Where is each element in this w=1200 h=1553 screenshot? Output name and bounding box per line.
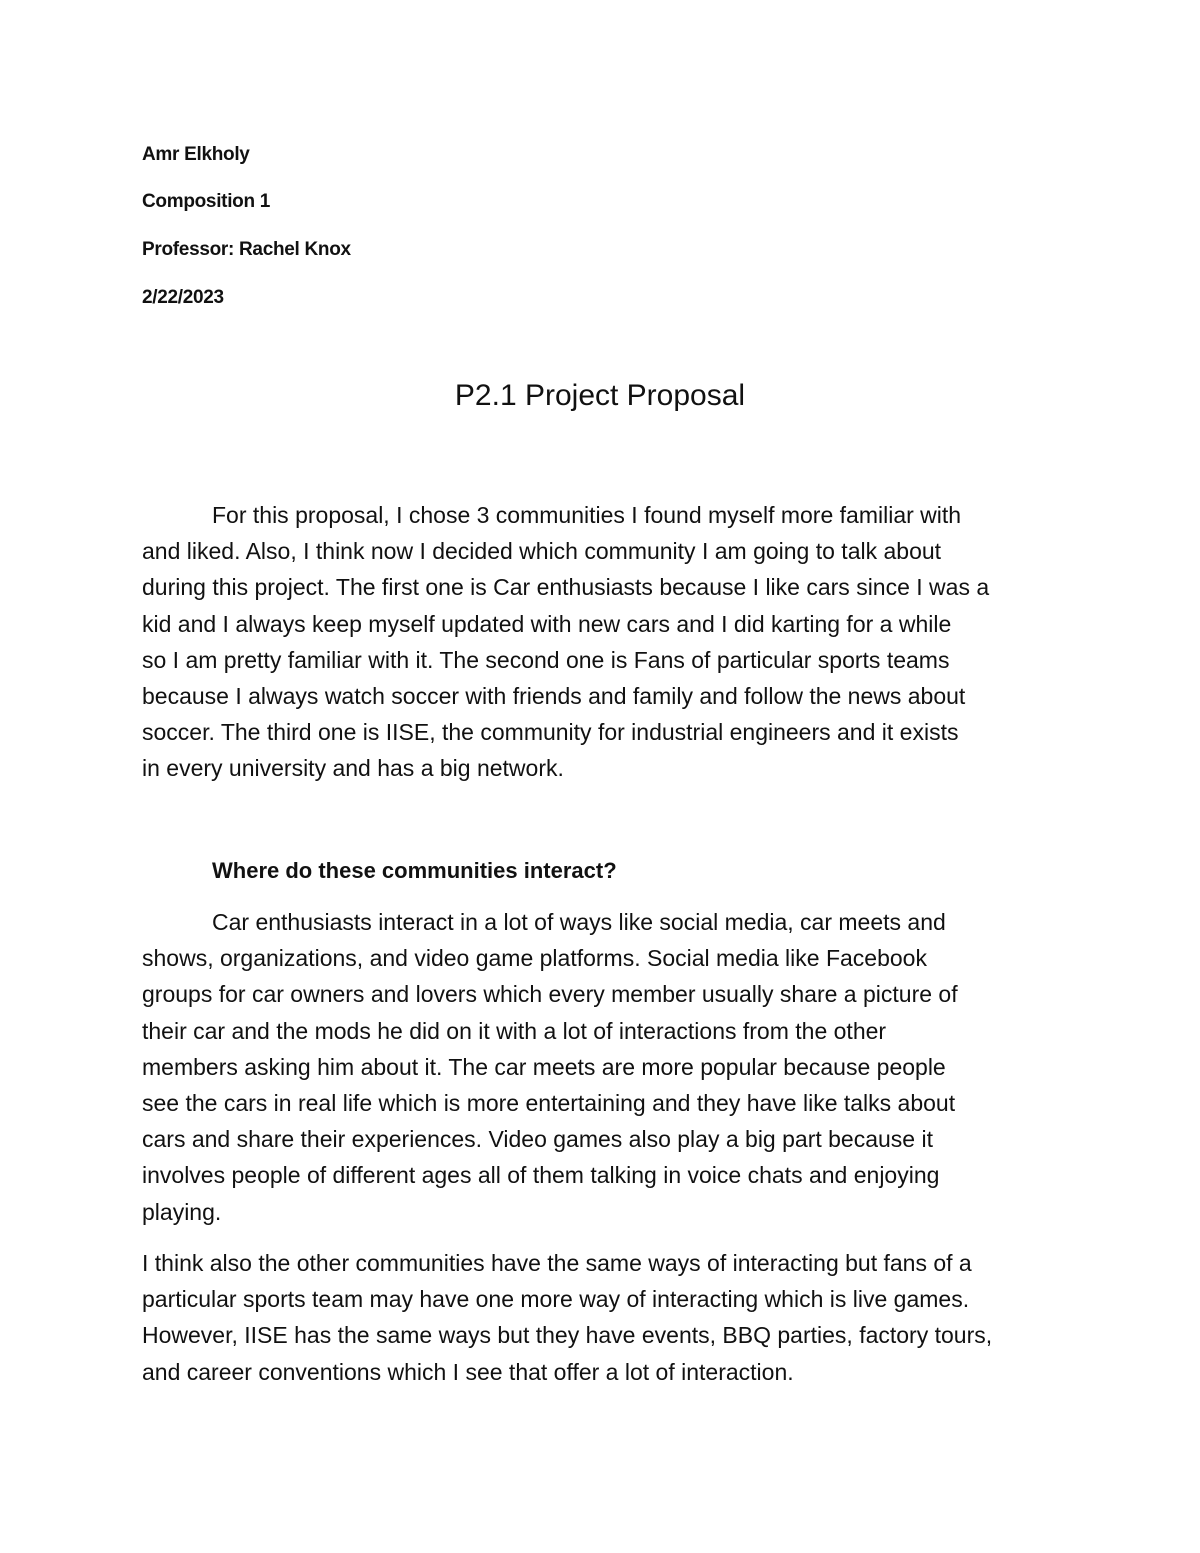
- paragraph-line: cars and share their experiences. Video games also play a big part because it: [142, 1126, 933, 1153]
- author-name: Amr Elkholy: [142, 144, 250, 165]
- paragraph-line: I think also the other communities have the same ways of interacting but fans of a: [142, 1250, 972, 1276]
- paragraph-line: see the cars in real life which is more entertaining and they have like talks about: [142, 1090, 956, 1117]
- document-date: 2/22/2023: [142, 287, 224, 308]
- paragraph-intro: [142, 497, 1072, 787]
- paragraph-line: playing.: [142, 1198, 222, 1225]
- paragraph-line: because I always watch soccer with friends and family and follow the news about: [142, 683, 966, 710]
- paragraph-line: Car enthusiasts interact in a lot of ways like social media, car meets and: [212, 909, 946, 935]
- paragraph-line: members asking him about it. The car meets are more popular because people: [142, 1053, 946, 1080]
- paragraph-line: However, IISE has the same ways but they have events, BBQ parties, factory tours,: [142, 1322, 993, 1349]
- paragraph-car-enthusiasts: [142, 904, 1072, 1230]
- paragraph-line: in every university and has a big network.: [142, 755, 564, 782]
- paragraph-line: kid and I always keep myself updated with new cars and I did karting for a while: [142, 610, 952, 637]
- course-name: Composition 1: [142, 191, 271, 212]
- paragraph-line: so I am pretty familiar with it. The second one is Fans of particular sports teams: [142, 646, 950, 673]
- paragraph-line: during this project. The first one is Car enthusiasts because I like cars since I was a: [142, 574, 990, 601]
- section-heading: Where do these communities interact?: [212, 858, 617, 883]
- paragraph-line: soccer. The third one is IISE, the community for industrial engineers and it exists: [142, 719, 959, 746]
- paragraph-line: shows, organizations, and video game platforms. Social media like Facebook: [142, 945, 927, 972]
- paragraph-line: their car and the mods he did on it with a lot of interactions from the other: [142, 1017, 887, 1044]
- paragraph-line: For this proposal, I chose 3 communities I found myself more familiar with: [212, 502, 962, 528]
- paragraph-line: involves people of different ages all of them talking in voice chats and enjoying: [142, 1162, 940, 1189]
- paragraph-other-communities: [142, 1245, 1072, 1390]
- professor-name: Professor: Rachel Knox: [142, 239, 351, 260]
- paragraph-line: groups for car owners and lovers which every member usually share a picture of: [142, 981, 958, 1008]
- paragraph-line: and liked. Also, I think now I decided which community I am going to talk about: [142, 538, 942, 565]
- document-title: P2.1 Project Proposal: [454, 379, 746, 412]
- paragraph-line: and career conventions which I see that offer a lot of interaction.: [142, 1358, 794, 1385]
- paragraph-line: particular sports team may have one more way of interacting which is live games.: [142, 1286, 970, 1313]
